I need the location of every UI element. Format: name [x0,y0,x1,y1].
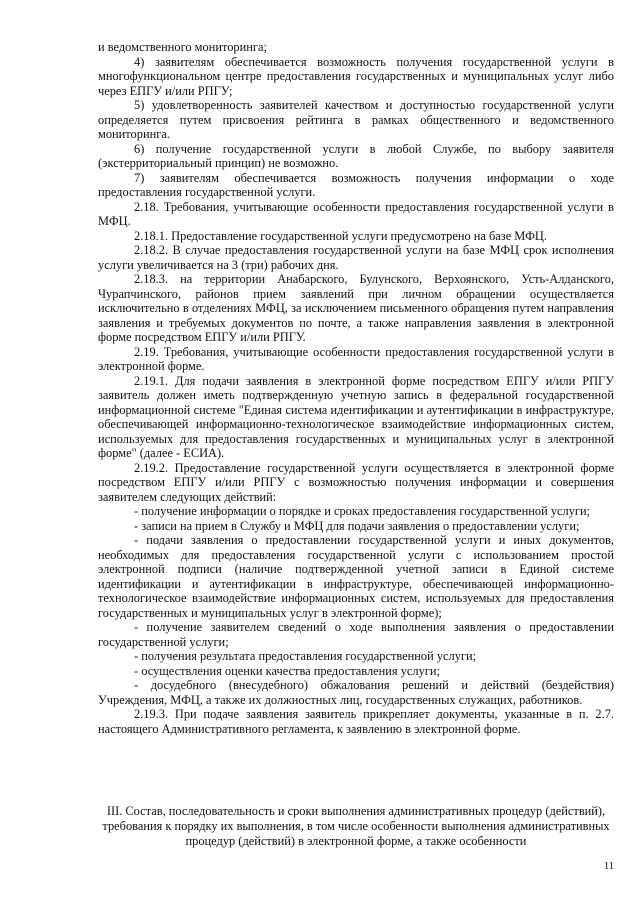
list-item: - осуществления оценки качества предоставления услуги; [134,663,440,678]
paragraph: 2.19.1. Для подачи заявления в электронной форме посредством ЕПГУ и/или РПГУ заявитель должен иметь подтвержденную учетную запись в федеральной государственной информационной системе "Единая система идентификации и аутентификации в инфраструктуре, обеспечивающей информационно-технологическое взаимодействие информационных систем, используемых для предоставления государственных и муниципальных услуг в электронной форме" (далее - ЕСИА). [98,373,614,460]
list-item: - досудебного (внесудебного) обжалования решений и действий (бездействия) Учреждения, МФЦ, а также их должностных лиц, государственных служащих, работников. [98,678,614,707]
paragraph: 2.19. Требования, учитывающие особенности предоставления государственной услуги в электронной форме. [98,344,614,373]
page-number: 11 [603,861,614,872]
paragraph: 2.18. Требования, учитывающие особенности предоставления государственной услуги в МФЦ. [98,199,614,228]
list-item: - получение информации о порядке и сроках предоставления государственной услуги; [134,504,591,518]
list-item: - подачи заявления о предоставлении государственной услуги и иных документов, необходимых для предоставления государственной услуги с использованием простой электронной подписи (наличие подтвержденной учетной записи в Единой системе идентификации и аутентификации в инфраструктуре, обеспечивающей информационно-технологическое взаимодействие информационных систем, используемых для предоставления государственных и муниципальных услуг в электронной форме); [98,533,614,620]
paragraph: 6) получение государственной услуги в любой Службе, по выбору заявителя (экстерриториальный принцип) не возможно. [98,141,614,170]
paragraph: 2.18.1. Предоставление государственной услуги предусмотрено на базе МФЦ. [134,228,547,243]
list-item: - записи на прием в Службу и МФЦ для подачи заявления о предоставлении услуги; [134,518,580,533]
list-item: - получение заявителем сведений о ходе выполнения заявления о предоставлении государственной услуги; [98,620,614,649]
section-heading: III. Состав, последовательность и сроки выполнения административных процедур (действий), требования к порядку их выполнения, в том числе особенности выполнения административных процедур (действий) в электронной форме, а также особенности [102,804,610,848]
paragraph: 2.18.3. на территории Анабарского, Булунского, Верхоянского, Усть-Алданского, Чурапчинского, районов прием заявлений при личном обращении осуществляется исключительно в отделениях МФЦ, за исключением письменного обращения путем направления заявления и требуемых документов по почте, а также направления заявления в электронной форме посредством ЕПГУ и/или РПГУ. [98,272,614,344]
paragraph: 5) удовлетворенность заявителей качеством и доступностью государственной услуги определяется путем присвоения рейтинга в рамках общественного и ведомственного мониторинга. [98,98,614,141]
list-item: - получения результата предоставления государственной услуги; [134,649,477,663]
paragraph: 2.18.2. В случае предоставления государственной услуги на базе МФЦ срок исполнения услуги увеличивается на 3 (три) рабочих дня. [98,243,614,272]
paragraph: 2.19.2. Предоставление государственной услуги осуществляется в электронной форме посредством ЕПГУ и/или РПГУ с возможностью получения информации и совершения заявителем следующих действий: [98,460,614,504]
document-body [98,40,614,736]
paragraph: 2.19.3. При подаче заявления заявитель прикрепляет документы, указанные в п. 2.7. настоящего Административного регламента, к заявлению в электронной форме. [98,707,614,736]
paragraph: и ведомственного мониторинга; [98,40,267,54]
paragraph: 7) заявителям обеспечивается возможность получения информации о ходе предоставления государственной услуги. [98,170,614,199]
paragraph: 4) заявителям обеспечивается возможность получения государственной услуги в многофункциональном центре предоставления государственных и муниципальных услуг либо через ЕПГУ и/или РПГУ; [98,54,614,98]
